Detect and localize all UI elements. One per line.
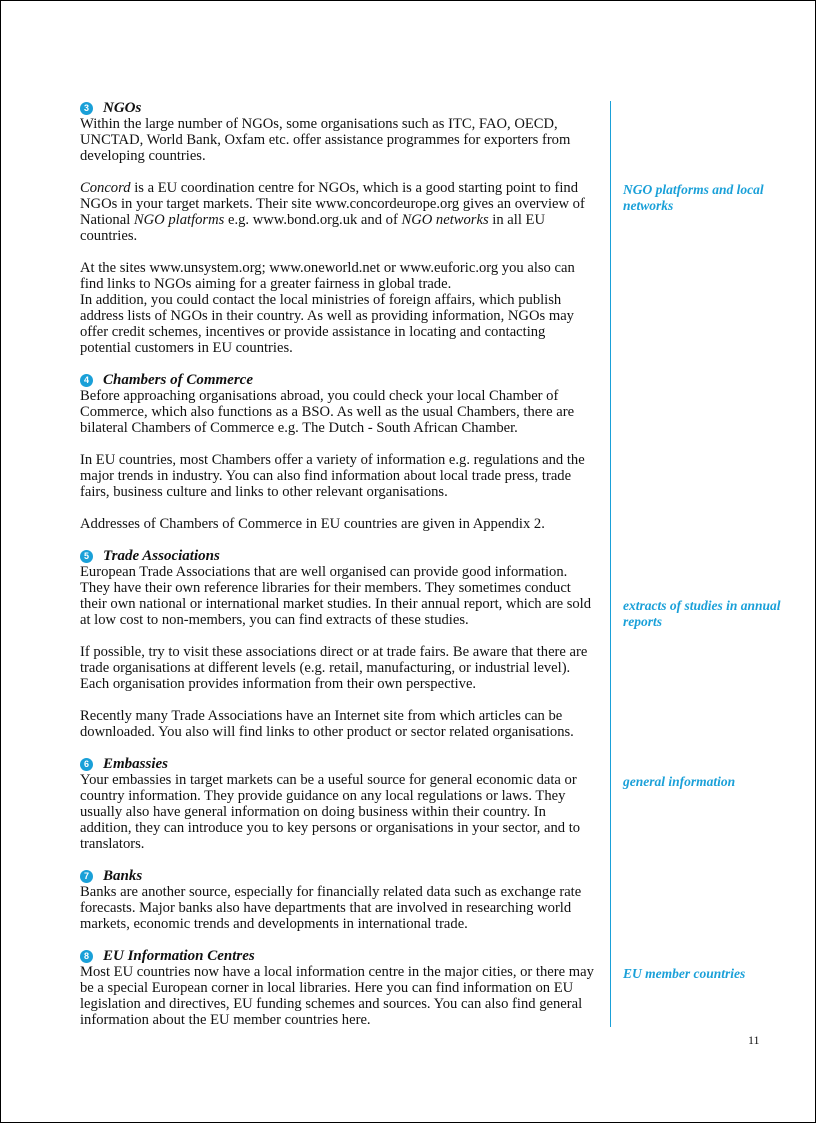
paragraph: Concord is a EU coordination centre for NGOs, which is a good starting point to find NGOs in your target markets. Their site www.concordeurope.org gives an overview of National NGO platforms e.g. www.bond.org.uk and of NGO networks in all EU countries. xyxy=(80,180,585,244)
paragraph: Banks are another source, especially for financially related data such as exchange rate forecasts. Major banks also have departments that are involved in researching world markets, economic trends and developments in international trade. xyxy=(80,884,582,932)
paragraph: In addition, you could contact the local ministries of foreign affairs, which publish address lists of NGOs in their country. As well as providing information, NGOs may offer credit schemes, incentives or provide assistance in locating and contacting potential customers in EU countries. xyxy=(80,292,574,356)
section-heading xyxy=(80,948,600,964)
section-number-badge: 4 xyxy=(80,374,93,387)
section-banks xyxy=(80,868,600,932)
margin-note-extracts-of-studies: extracts of studies in annual reports xyxy=(623,598,781,629)
margin-note-general-information: general information xyxy=(623,774,736,789)
margin-divider-line xyxy=(610,101,611,1027)
section-title: Banks xyxy=(103,868,143,884)
section-title: Trade Associations xyxy=(103,548,220,564)
section-number-badge: 6 xyxy=(80,758,93,771)
section-title: Chambers of Commerce xyxy=(103,372,253,388)
paragraph: If possible, try to visit these associations direct or at trade fairs. Be aware that there are trade organisations at different levels (e.g. retail, manufacturing, or industrial level). Each organisation provides information from their own perspective. xyxy=(80,644,588,692)
section-chambers-of-commerce xyxy=(80,372,600,532)
section-heading xyxy=(80,100,600,116)
section-heading xyxy=(80,868,600,884)
section-trade-associations xyxy=(80,548,600,740)
section-number-badge: 7 xyxy=(80,870,93,883)
main-text-column xyxy=(80,100,600,1028)
section-number-badge: 5 xyxy=(80,550,93,563)
section-eu-information-centres xyxy=(80,948,600,1028)
section-heading xyxy=(80,372,600,388)
paragraph: Addresses of Chambers of Commerce in EU countries are given in Appendix 2. xyxy=(80,516,545,532)
section-heading xyxy=(80,756,600,772)
section-title: EU Information Centres xyxy=(103,948,255,964)
section-heading xyxy=(80,548,600,564)
section-title: Embassies xyxy=(103,756,169,772)
paragraph: Most EU countries now have a local information centre in the major cities, or there may be a special European corner in local libraries. Here you can find information on EU legislation and directives, EU funding schemes and sources. You can also find general information about the EU member countries here. xyxy=(80,964,594,1028)
paragraph: Recently many Trade Associations have an Internet site from which articles can be downloaded. You also will find links to other product or sector related organisations. xyxy=(80,708,574,740)
section-title: NGOs xyxy=(103,100,142,116)
section-ngos xyxy=(80,100,600,356)
section-number-badge: 3 xyxy=(80,102,93,115)
paragraph: European Trade Associations that are well organised can provide good information. They have their own reference libraries for their members. They sometimes conduct their own national or international market studies. In their annual report, which are sold at low cost to non-members, you can find extracts of these studies. xyxy=(80,564,592,628)
paragraph: Before approaching organisations abroad, you could check your local Chamber of Commerce, which also functions as a BSO. As well as the usual Chambers, there are bilateral Chambers of Commerce e.g. The Dutch - South African Chamber. xyxy=(80,388,575,436)
section-number-badge: 8 xyxy=(80,950,93,963)
page-number: 11 xyxy=(748,1033,760,1047)
margin-note-eu-member-countries: EU member countries xyxy=(623,966,746,981)
paragraph: In EU countries, most Chambers offer a variety of information e.g. regulations and the major trends in industry. You can also find information about local trade press, trade fairs, business culture and links to other relevant organisations. xyxy=(80,452,585,500)
paragraph: Within the large number of NGOs, some organisations such as ITC, FAO, OECD, UNCTAD, World Bank, Oxfam etc. offer assistance programmes for exporters from developing countries. xyxy=(80,116,571,164)
paragraph: Your embassies in target markets can be a useful source for general economic data or country information. They provide guidance on any local regulations or laws. They usually also have general information on doing business within their country. In addition, they can introduce you to key persons or organisations in your sector, and to translators. xyxy=(80,772,581,852)
margin-note-ngo-platforms: NGO platforms and local networks xyxy=(623,182,764,213)
paragraph: At the sites www.unsystem.org; www.oneworld.net or www.euforic.org you also can find links to NGOs aiming for a greater fairness in global trade. xyxy=(80,260,575,292)
section-embassies xyxy=(80,756,600,852)
